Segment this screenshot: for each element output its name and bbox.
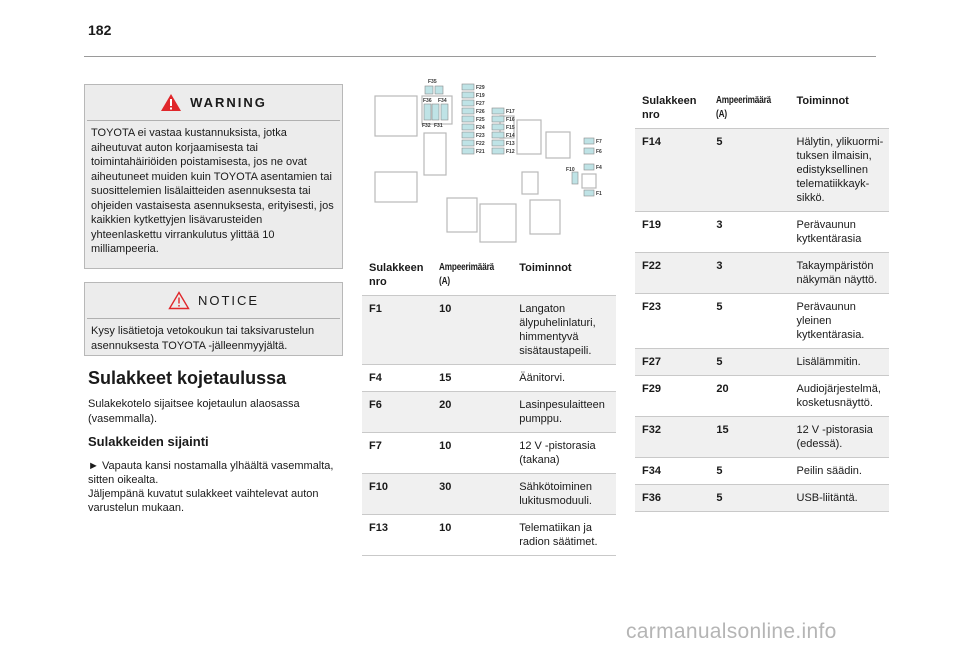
label-f23: F23 xyxy=(476,133,485,139)
warning-title: WARNING xyxy=(190,95,267,110)
fuse-f35 xyxy=(425,86,433,94)
table-row xyxy=(362,474,616,515)
fuse-f1 xyxy=(584,190,594,196)
warning-triangle-icon xyxy=(160,93,182,112)
amp-cell: 5 xyxy=(709,294,789,349)
function-cell: Peilin säädin. xyxy=(790,458,890,485)
arrow-bullet-icon: ► xyxy=(88,460,99,472)
col-header-function: Toiminnot xyxy=(512,254,616,296)
fuse-cell: F32 xyxy=(635,417,709,458)
amp-cell: 3 xyxy=(709,253,789,294)
label-f6: F6 xyxy=(596,149,602,155)
table-row xyxy=(635,129,889,212)
amp-cell: 10 xyxy=(432,433,512,474)
function-cell: Lisälämmitin. xyxy=(790,349,890,376)
section-subtitle: Sulakkeiden sijainti xyxy=(88,434,209,449)
label-f4: F4 xyxy=(596,165,602,171)
fuse-f17 xyxy=(492,108,504,114)
function-cell: Hälytin, ylikuormi-tuksen ilmaisin, edistyksellinen telematiikkayk-sikkö. xyxy=(790,129,890,212)
fuse-f4 xyxy=(584,164,594,170)
fuse-cell: F13 xyxy=(362,515,432,556)
label-f35: F35 xyxy=(428,79,437,85)
label-f26: F26 xyxy=(476,109,485,115)
amp-cell: 3 xyxy=(709,212,789,253)
label-f22: F22 xyxy=(476,141,485,147)
fuse-f22 xyxy=(462,140,474,146)
notice-box xyxy=(84,282,343,356)
table-row xyxy=(635,294,889,349)
fuse-box-diagram xyxy=(362,76,614,246)
fuse-cell: F7 xyxy=(362,433,432,474)
function-cell: 12 V -pistorasia (takana) xyxy=(512,433,616,474)
function-cell: Perävaunun kytkentärasia xyxy=(790,212,890,253)
label-f15: F15 xyxy=(506,125,515,131)
label-f29: F29 xyxy=(476,85,485,91)
warning-box xyxy=(84,84,343,269)
amp-cell: 15 xyxy=(432,365,512,392)
relay-block xyxy=(546,132,570,158)
function-cell: Audiojärjestelmä, kosketusnäyttö. xyxy=(790,376,890,417)
col-header-function: Toiminnot xyxy=(790,87,890,129)
section-title: Sulakkeet kojetaulussa xyxy=(88,368,287,388)
col-header-fuse: Sulakkeen nro xyxy=(362,254,432,296)
label-f25: F25 xyxy=(476,117,485,123)
relay-block xyxy=(375,172,417,202)
fuse-f27 xyxy=(462,100,474,106)
amp-cell: 10 xyxy=(432,296,512,365)
label-f27: F27 xyxy=(476,101,485,107)
fuse-f35b xyxy=(435,86,443,94)
function-cell: Takaympäristön näkymän näyttö. xyxy=(790,253,890,294)
table-row xyxy=(635,458,889,485)
fuse-cell: F27 xyxy=(635,349,709,376)
section-intro: Sulakekotelo sijaitsee kojetaulun alaosassa (vasemmalla). xyxy=(88,398,300,425)
fuse-cell: F10 xyxy=(362,474,432,515)
amp-cell: 20 xyxy=(709,376,789,417)
table-row xyxy=(362,296,616,365)
header-divider xyxy=(84,56,876,57)
fuse-f26 xyxy=(462,108,474,114)
fuse-f23 xyxy=(462,132,474,138)
notice-triangle-icon xyxy=(168,291,190,310)
note-text: Jäljempänä kuvatut sulakkeet vaihtelevat auton varustelun mukaan. xyxy=(88,488,319,514)
label-f34: F34 xyxy=(438,98,447,104)
relay-block xyxy=(447,198,477,232)
warning-header xyxy=(85,93,342,112)
table-row xyxy=(362,433,616,474)
fuse-f36 xyxy=(424,104,431,120)
amp-cell: 10 xyxy=(432,515,512,556)
relay-block xyxy=(424,133,446,175)
label-f13: F13 xyxy=(506,141,515,147)
fuse-f13 xyxy=(492,140,504,146)
fuse-f15 xyxy=(492,124,504,130)
fuse-cell: F34 xyxy=(635,458,709,485)
label-f19: F19 xyxy=(476,93,485,99)
fuse-cell: F4 xyxy=(362,365,432,392)
label-f24: F24 xyxy=(476,125,485,131)
label-f36: F36 xyxy=(423,98,432,104)
label-f32: F32 xyxy=(422,123,431,129)
table-row xyxy=(362,392,616,433)
label-f10: F10 xyxy=(566,167,575,173)
fuse-cell: F1 xyxy=(362,296,432,365)
amp-cell: 5 xyxy=(709,349,789,376)
table-row xyxy=(362,365,616,392)
col-header-amp: Ampeerimäärä (A) xyxy=(432,254,512,296)
label-f12: F12 xyxy=(506,149,515,155)
fuse-f29 xyxy=(462,84,474,90)
fuse-cell: F6 xyxy=(362,392,432,433)
fuse-cell: F36 xyxy=(635,485,709,512)
label-f1: F1 xyxy=(596,191,602,197)
fuse-f16 xyxy=(492,116,504,122)
relay-block xyxy=(375,96,417,136)
function-cell: USB-liitäntä. xyxy=(790,485,890,512)
col-header-fuse: Sulakkeen nro xyxy=(635,87,709,129)
label-f31: F31 xyxy=(434,123,443,129)
label-f14: F14 xyxy=(506,133,515,139)
notice-text: Kysy lisätietoja vetokoukun tai taksivarustelun asennuksesta TOYOTA -jälleenmyyjältä. xyxy=(91,325,315,352)
fuse-cell: F29 xyxy=(635,376,709,417)
fuse-f19 xyxy=(462,92,474,98)
table-row xyxy=(362,515,616,556)
warning-divider xyxy=(87,120,340,121)
fuse-table-left xyxy=(362,254,616,556)
fuse-f12 xyxy=(492,148,504,154)
fuse-f32 xyxy=(432,104,439,120)
notice-header xyxy=(85,291,342,310)
function-cell: Perävaunun yleinen kytkentärasia. xyxy=(790,294,890,349)
table-row xyxy=(635,485,889,512)
amp-cell: 5 xyxy=(709,485,789,512)
warning-text: TOYOTA ei vastaa kustannuksista, jotka aiheutuvat auton korjaamisesta tai toimintahäiriöiden poistamisesta, jos ne ovat aiheutuneet muiden kuin TOYOTA asentamien tai suosittelemien lisälaitteiden asennuksesta tai ohjeiden vastaisesta asennuksesta, erityisesti, jos kaikkien kytkettyjen lisävarusteiden yhteenlaskettu virrankulutus ylittää 10 milliampeeria. xyxy=(91,127,334,255)
fuse-cell: F19 xyxy=(635,212,709,253)
fuse-f14 xyxy=(492,132,504,138)
relay-block xyxy=(517,120,541,154)
function-cell: Lasinpesulaitteen pumppu. xyxy=(512,392,616,433)
step-text: Vapauta kansi nostamalla ylhäältä vasemmalta, sitten oikealta. xyxy=(88,460,334,486)
amp-cell: 5 xyxy=(709,458,789,485)
notice-divider xyxy=(87,318,340,319)
fuse-cell: F14 xyxy=(635,129,709,212)
relay-block xyxy=(530,200,560,234)
label-f7: F7 xyxy=(596,139,602,145)
function-cell: 12 V -pistorasia (edessä). xyxy=(790,417,890,458)
amp-cell: 5 xyxy=(709,129,789,212)
fuse-f10 xyxy=(572,172,578,184)
table-row xyxy=(635,212,889,253)
table-row xyxy=(635,349,889,376)
fuse-f24 xyxy=(462,124,474,130)
function-cell: Äänitorvi. xyxy=(512,365,616,392)
function-cell: Telematiikan ja radion säätimet. xyxy=(512,515,616,556)
table-row xyxy=(635,417,889,458)
function-cell: Langaton älypuhelinlaturi, himmentyvä sisätaustapeili. xyxy=(512,296,616,365)
fuse-cell: F22 xyxy=(635,253,709,294)
table-row xyxy=(635,253,889,294)
label-f16: F16 xyxy=(506,117,515,123)
fuse-f25 xyxy=(462,116,474,122)
function-cell: Sähkötoiminen lukitusmoduuli. xyxy=(512,474,616,515)
fuse-f7 xyxy=(584,138,594,144)
label-f21: F21 xyxy=(476,149,485,155)
relay-block xyxy=(480,204,516,242)
table-row xyxy=(635,376,889,417)
watermark: carmanualsonline.info xyxy=(626,620,837,643)
page-number: 182 xyxy=(88,22,112,38)
relay-block xyxy=(582,174,596,188)
amp-cell: 30 xyxy=(432,474,512,515)
fuse-f6 xyxy=(584,148,594,154)
instructions xyxy=(88,459,350,515)
fuse-table-right xyxy=(635,87,889,512)
amp-cell: 15 xyxy=(709,417,789,458)
notice-title: NOTICE xyxy=(197,293,260,308)
amp-cell: 20 xyxy=(432,392,512,433)
table-header-row xyxy=(635,87,889,129)
fuse-f34 xyxy=(441,104,448,120)
fuse-f21 xyxy=(462,148,474,154)
fuse-cell: F23 xyxy=(635,294,709,349)
label-f17: F17 xyxy=(506,109,515,115)
table-header-row xyxy=(362,254,616,296)
col-header-amp: Ampeerimäärä (A) xyxy=(709,87,789,129)
relay-block xyxy=(522,172,538,194)
